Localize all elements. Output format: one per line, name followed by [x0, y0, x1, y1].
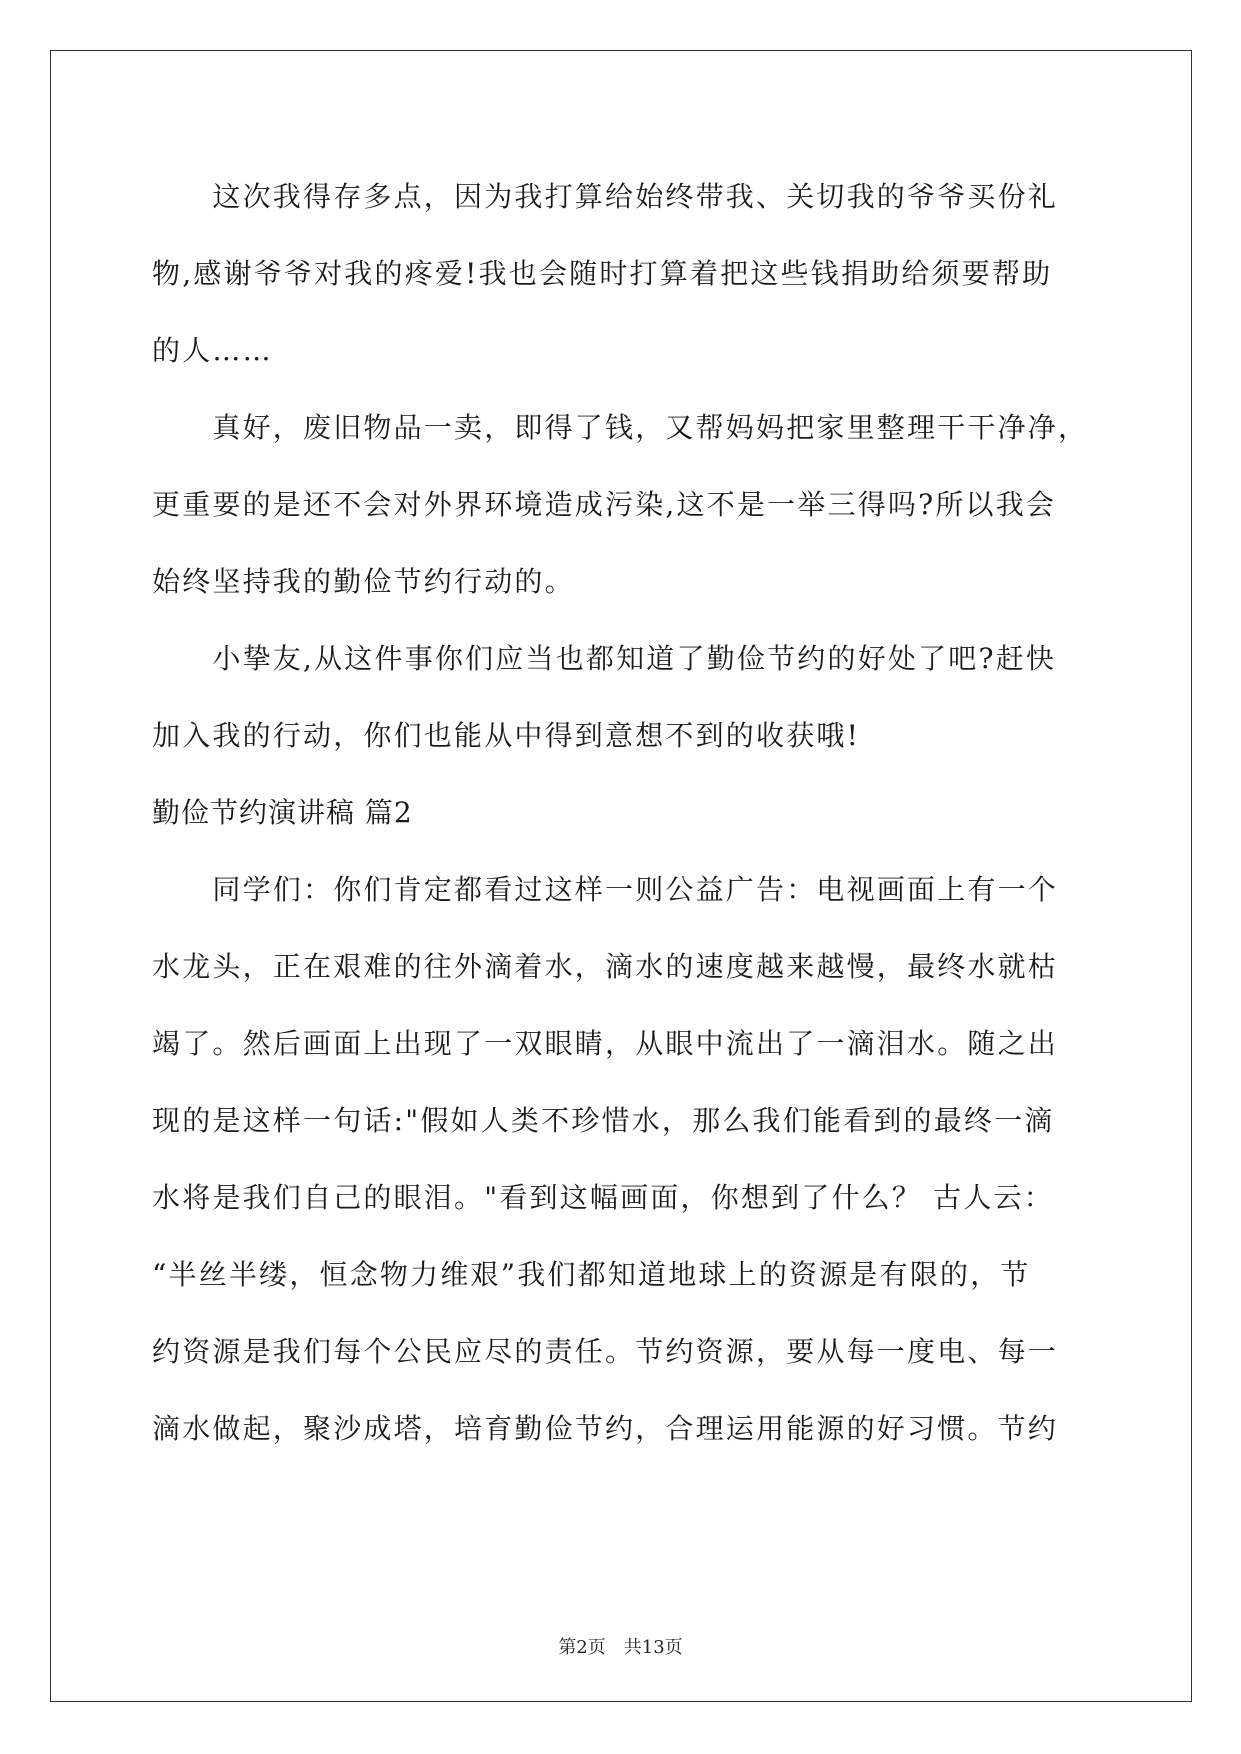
- paragraph-line: 物,感谢爷爷对我的疼爱!我也会随时打算着把这些钱捐助给须要帮助: [152, 257, 1053, 290]
- paragraph-line: 加入我的行动，你们也能从中得到意想不到的收获哦!: [152, 719, 861, 752]
- paragraph-line: 水将是我们自己的眼泪。"看到这幅画面，你想到了什么？ 古人云：: [152, 1181, 1054, 1214]
- section-heading: 勤俭节约演讲稿 篇2: [152, 796, 413, 829]
- paragraph-line: 滴水做起，聚沙成塔，培育勤俭节约，合理运用能源的好习惯。节约: [152, 1412, 1059, 1445]
- paragraph-line: 这次我得存多点，因为我打算给始终带我、关切我的爷爷买份礼: [152, 180, 1059, 213]
- document-body: [152, 158, 1092, 1467]
- paragraph-line: 真好，废旧物品一卖，即得了钱，又帮妈妈把家里整理干干净净，: [152, 411, 1089, 444]
- paragraph-line: 约资源是我们每个公民应尽的责任。节约资源，要从每一度电、每一: [152, 1335, 1059, 1368]
- paragraph-line: “半丝半缕，恒念物力维艰”我们都知道地球上的资源是有限的，节: [152, 1258, 1031, 1291]
- paragraph-line: 竭了。然后画面上出现了一双眼睛，从眼中流出了一滴泪水。随之出: [152, 1027, 1059, 1060]
- paragraph-line: 水龙头，正在艰难的往外滴着水，滴水的速度越来越慢，最终水就枯: [152, 950, 1059, 983]
- paragraph-line: 同学们：你们肯定都看过这样一则公益广告：电视画面上有一个: [152, 873, 1059, 906]
- paragraph-line: 始终坚持我的勤俭节约行动的。: [152, 565, 575, 598]
- paragraph-line: 更重要的是还不会对外界环境造成污染,这不是一举三得吗?所以我会: [152, 488, 1057, 521]
- paragraph-line: 的人……: [152, 334, 273, 367]
- paragraph-line: 现的是这样一句话:"假如人类不珍惜水，那么我们能看到的最终一滴: [152, 1104, 1055, 1137]
- paragraph-line: 小挚友,从这件事你们应当也都知道了勤俭节约的好处了吧?赶快: [152, 642, 1057, 675]
- page-number: 第2页 共13页: [558, 1637, 683, 1658]
